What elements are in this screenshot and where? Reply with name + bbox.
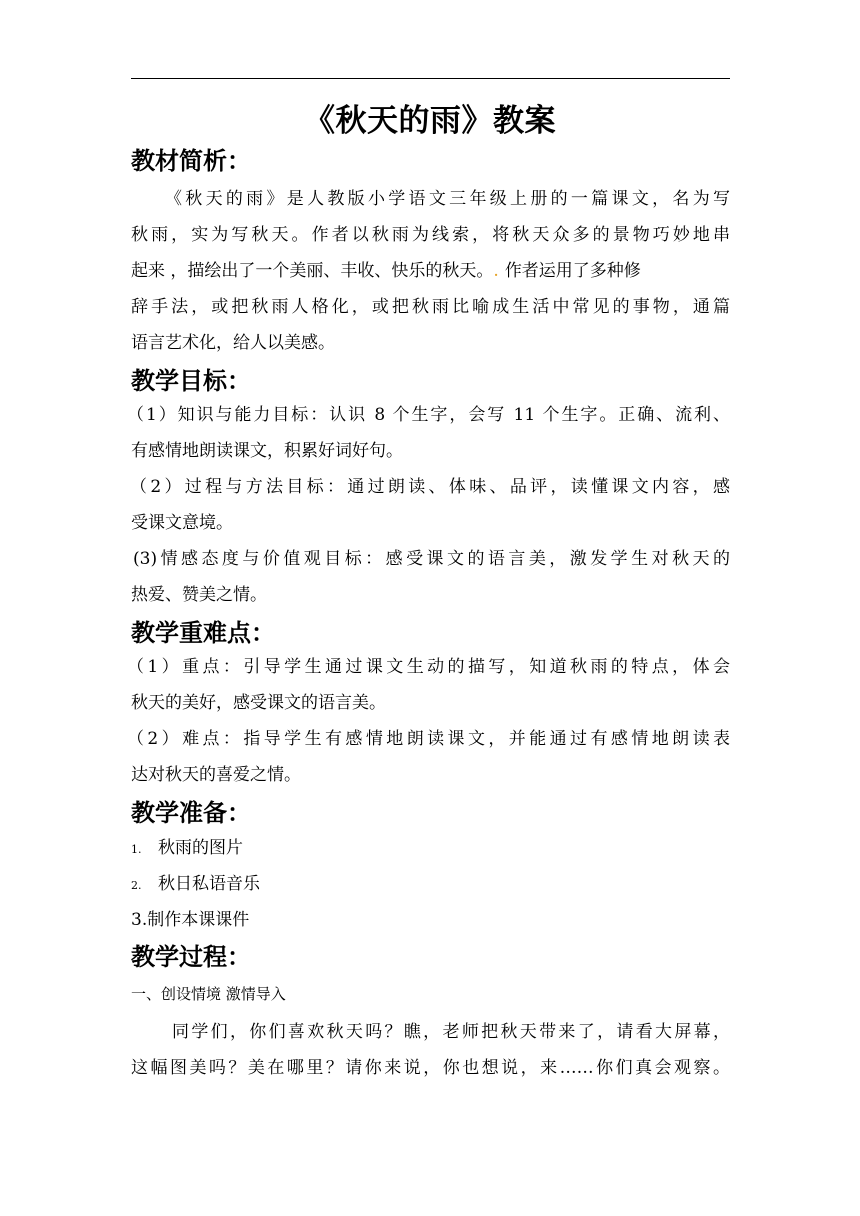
- dot-mark: .: [493, 261, 499, 281]
- paragraph-line: （1）重点：引导学生通过课文生动的描写，知道秋雨的特点，体会: [127, 657, 730, 677]
- document-title: 《秋天的雨》教案: [304, 103, 556, 139]
- list-item: [131, 870, 730, 900]
- list-item: 3.制作本课课件: [131, 910, 250, 930]
- section-heading-material: 教材简析：: [131, 147, 251, 175]
- paragraph-line: 秋雨，实为写秋天。作者以秋雨为线索，将秋天众多的景物巧妙地串: [131, 225, 730, 245]
- paragraph-line: 受课文意境。: [131, 513, 233, 533]
- paragraph-line: （1）知识与能力目标：认识 8 个生字，会写 11 个生字。正确、流利、: [127, 405, 730, 425]
- paragraph-line: （2）过程与方法目标：通过朗读、体味、品评，读懂课文内容，感: [130, 477, 730, 497]
- section-heading-goals: 教学目标：: [131, 367, 251, 395]
- header-rule: [131, 78, 730, 79]
- paragraph-line: 有感情地朗读课文，积累好词好句。: [131, 441, 403, 461]
- paragraph-line: 这幅图美吗？美在哪里？请你来说，你也想说，来……你们真会观察。: [131, 1058, 730, 1078]
- list-number: 1.: [131, 843, 142, 856]
- list-number: 2.: [131, 879, 142, 892]
- list-item: [131, 834, 730, 864]
- paragraph-line: 辞手法，或把秋雨人格化，或把秋雨比喻成生活中常见的事物，通篇: [131, 297, 730, 317]
- paragraph-line: 同学们，你们喜欢秋天吗？瞧，老师把秋天带来了，请看大屏幕，: [172, 1022, 730, 1042]
- paragraph-line-part: 起来 ，描绘出了一个美丽、丰收、快乐的秋天。: [131, 261, 494, 281]
- paragraph-line: 达对秋天的喜爱之情。: [131, 765, 301, 785]
- paragraph-line: 秋天的美好，感受课文的语言美。: [131, 693, 386, 713]
- subheading: 一、创设情境 激情导入: [131, 985, 286, 1003]
- paragraph-line: 《秋天的雨》是人教版小学语文三年级上册的一篇课文，名为写: [165, 189, 730, 209]
- section-heading-keypoints: 教学重难点：: [131, 619, 275, 647]
- paragraph-line: [131, 257, 641, 285]
- list-text: 秋日私语音乐: [158, 874, 260, 894]
- paragraph-line: 语言艺术化，给人以美感。: [131, 333, 335, 353]
- section-heading-preparation: 教学准备：: [131, 799, 251, 827]
- paragraph-line-part: 作者运用了多种修: [504, 261, 641, 281]
- section-heading-process: 教学过程：: [131, 943, 251, 971]
- paragraph-line: 热爱、赞美之情。: [131, 585, 267, 605]
- paragraph-line: (3)情感态度与价值观目标：感受课文的语言美，激发学生对秋天的: [133, 549, 730, 569]
- paragraph-line: （2）难点：指导学生有感情地朗读课文，并能通过有感情地朗读表: [127, 729, 730, 749]
- list-text: 秋雨的图片: [158, 838, 243, 858]
